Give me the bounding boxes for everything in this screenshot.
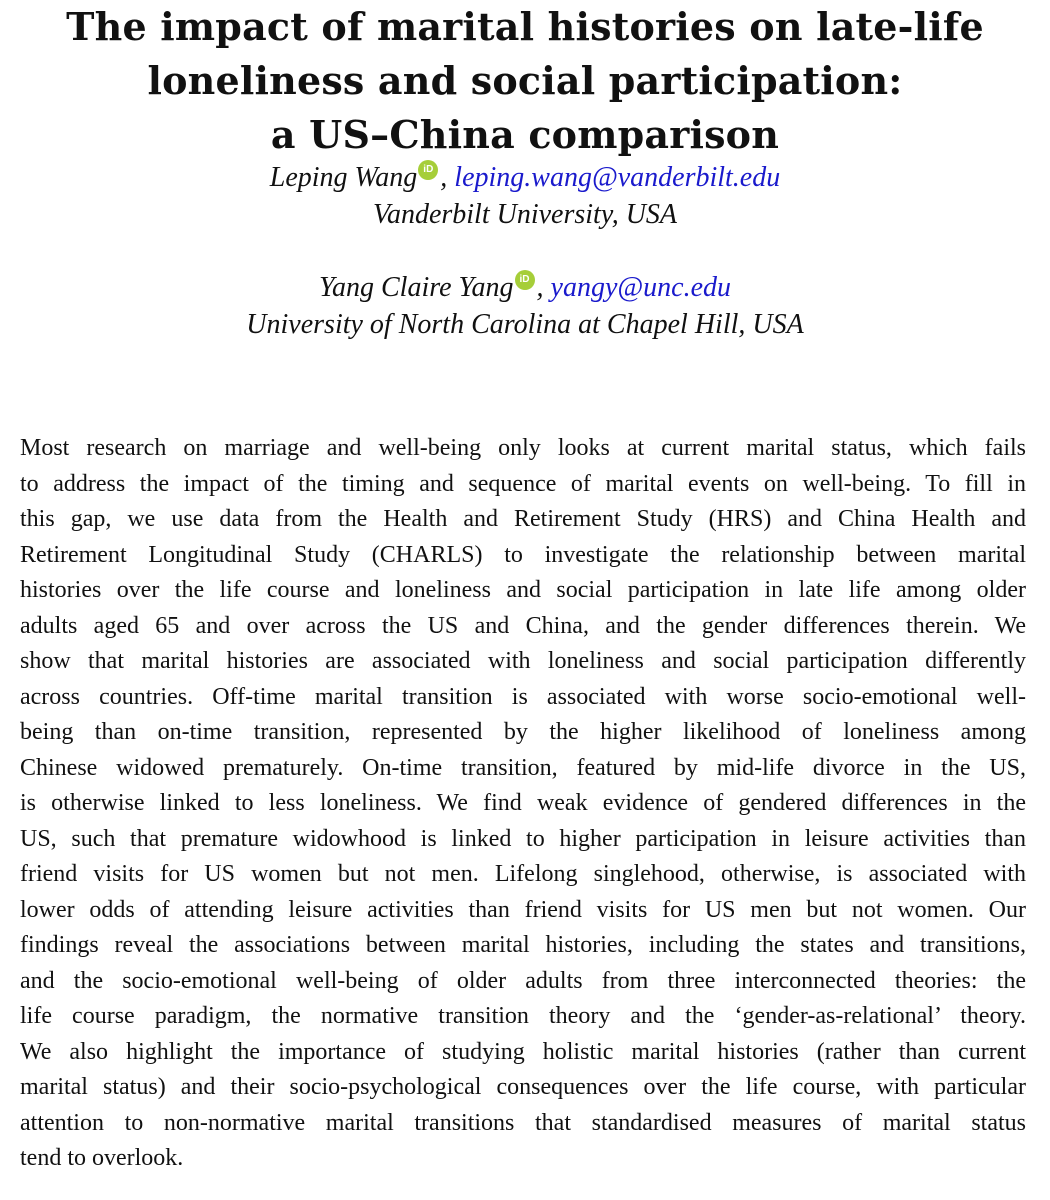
orcid-icon[interactable]: iD (515, 270, 535, 290)
title-line: loneliness and social participation: (147, 58, 903, 103)
abstract-line: being than on-time transition, represented by the higher likelihood of loneliness among (20, 719, 1026, 745)
author-affiliation-2: University of North Carolina at Chapel Hill, USA (246, 309, 804, 340)
author-separator: , (536, 272, 544, 303)
abstract-line: and the socio-emotional well-being of older adults from three interconnected theories: the (20, 967, 1026, 994)
abstract-line: life course paradigm, the normative transition theory and the ‘gender-as-relational’ theory. (20, 1003, 1026, 1029)
abstract-line: this gap, we use data from the Health and Retirement Study (HRS) and China Health and (20, 506, 1026, 532)
title-line: The impact of marital histories on late-life (66, 4, 984, 49)
orcid-icon[interactable]: iD (418, 160, 438, 180)
author-name: Leping Wang (269, 162, 418, 193)
abstract-line: We also highlight the importance of studying holistic marital histories (rather than current (20, 1038, 1026, 1065)
abstract-line: Most research on marriage and well-being only looks at current marital status, which fails (20, 435, 1026, 461)
abstract-line: Retirement Longitudinal Study (CHARLS) to investigate the relationship between marital (20, 541, 1026, 568)
author-separator: , (440, 162, 448, 193)
author-line-2 (0, 270, 1050, 305)
abstract-line: US, such that premature widowhood is linked to higher participation in leisure activities than (20, 825, 1026, 852)
author-line-1 (0, 160, 1050, 195)
abstract-line: friend visits for US women but not men. Lifelong singlehood, otherwise, is associated with (20, 861, 1026, 887)
abstract-line: marital status) and their socio-psychological consequences over the life course, with particular (20, 1074, 1026, 1100)
author-email-link[interactable]: leping.wang@vanderbilt.edu (454, 162, 781, 193)
abstract-line: to address the impact of the timing and sequence of marital events on well-being. To fill in (20, 470, 1026, 497)
abstract-line: attention to non-normative marital transitions that standardised measures of marital status (20, 1109, 1026, 1136)
abstract-line: is otherwise linked to less loneliness. We find weak evidence of gendered differences in the (20, 790, 1026, 816)
title-line: a US–China comparison (270, 112, 780, 157)
abstract-line: tend to overlook. (20, 1145, 184, 1171)
author-affiliation-1: Vanderbilt University, USA (372, 199, 678, 230)
abstract-line: Chinese widowed prematurely. On-time transition, featured by mid-life divorce in the US, (20, 754, 1026, 781)
abstract-line: show that marital histories are associated with loneliness and social participation differently (20, 648, 1026, 674)
author-email-link[interactable]: yangy@unc.edu (550, 272, 731, 303)
abstract-line: histories over the life course and loneliness and social participation in late life among older (20, 577, 1026, 603)
abstract-line: lower odds of attending leisure activities than friend visits for US men but not women. Our (20, 896, 1026, 923)
abstract (20, 431, 1026, 1177)
abstract-line: adults aged 65 and over across the US and China, and the gender differences therein. We (20, 612, 1026, 639)
abstract-line: findings reveal the associations between marital histories, including the states and transitions, (20, 932, 1026, 958)
author-name: Yang Claire Yang (319, 272, 514, 303)
paper-title (40, 0, 1010, 162)
abstract-line: across countries. Off-time marital transition is associated with worse socio-emotional well- (20, 683, 1026, 710)
